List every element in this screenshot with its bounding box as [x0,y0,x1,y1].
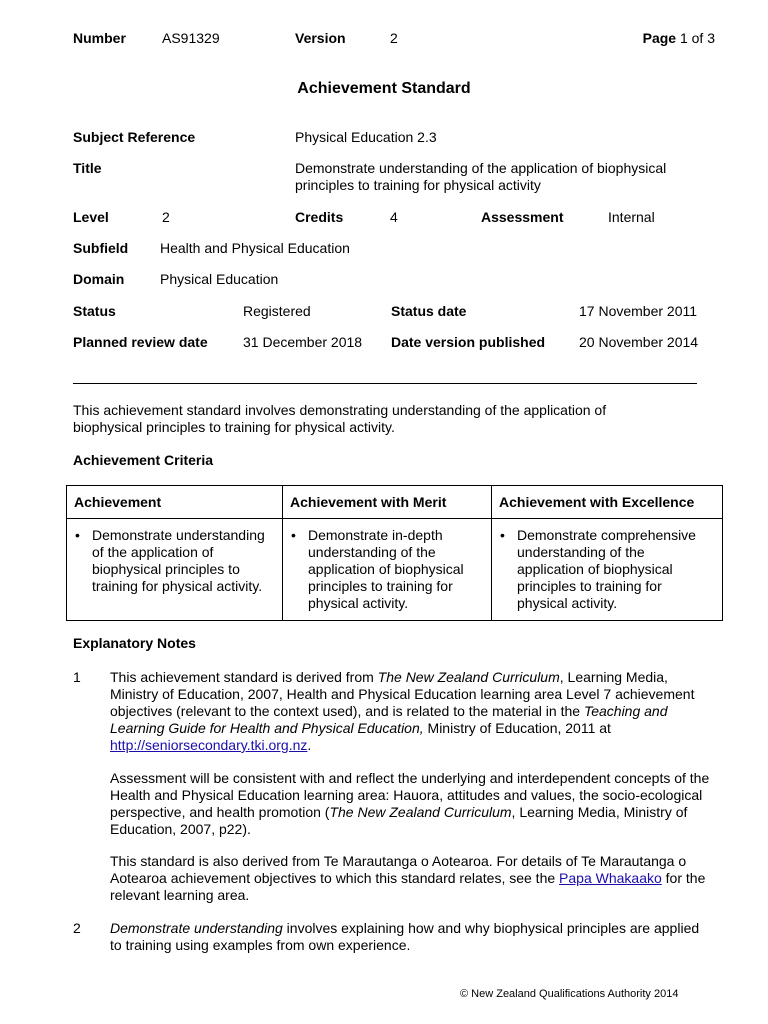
criteria-row [67,519,723,621]
domain-label: Domain [73,271,125,287]
version-value: 2 [390,30,398,46]
column-header-achievement: Achievement [67,486,283,519]
bullet-icon: • [500,527,505,543]
note-text: . [307,737,312,753]
credits-label: Credits [295,209,344,225]
page-indicator [643,30,715,47]
bullet-icon: • [75,527,80,543]
intro-line2: biophysical principles to training for physical activity. [73,419,395,435]
subfield-label: Subfield [73,240,129,256]
subject-reference-value: Physical Education 2.3 [295,129,437,145]
page-value: 1 of 3 [679,30,715,46]
subfield-value: Health and Physical Education [160,240,350,256]
page-label: Page [642,30,677,46]
criteria-cell-excellence [492,519,723,621]
criteria-cell-merit [283,519,492,621]
note-text: Ministry of Education, 2011 at [423,720,611,736]
status-label: Status [73,303,116,319]
criteria-table [66,485,723,621]
note-text-italic: Teaching and Learning Guide for Health and Physical Education, [110,703,668,736]
status-value: Registered [243,303,311,319]
criteria-header-row [67,486,723,519]
status-date-label: Status date [391,303,467,319]
title-label: Title [73,160,102,176]
criteria-heading: Achievement Criteria [73,452,214,468]
note-text-italic: Demonstrate understanding [110,920,283,936]
criteria-text: Demonstrate in-depth understanding of the application of biophysical principles to training for physical activity. [308,527,464,611]
bullet-icon: • [291,527,296,543]
domain-value: Physical Education [160,271,279,287]
copyright-footer: © New Zealand Qualifications Authority 2014 [460,988,679,1000]
number-value: AS91329 [162,30,220,46]
level-label: Level [73,209,109,225]
note-text-italic: The New Zealand Curriculum [377,669,560,685]
intro-line1: This achievement standard involves demonstrating understanding of the application of [73,402,607,418]
criteria-cell-achievement [67,519,283,621]
page-title: Achievement Standard [297,80,471,97]
notes-heading: Explanatory Notes [73,635,196,651]
status-date-value: 17 November 2011 [579,303,698,319]
note-text: Assessment will be consistent with and reflect the underlying and interdependent concepts of the Health and Physical Education learning area: Hauora, attitudes and values, the socio-ecological perspective, and health promotion ( [110,770,710,820]
planned-review-value: 31 December 2018 [243,334,363,350]
title-value-line2: principles to training for physical activity [295,177,541,193]
assessment-value: Internal [608,209,655,225]
note-text: This standard is also derived from Te Marautanga o Aotearoa. For details of Te Marautanga o Aotearoa achievement objectives to which this standard relates, see the [110,853,687,886]
note-text: This achievement standard is derived from [110,669,378,685]
note-text: , Learning Media, Ministry of Education, 2007, Health and Physical Education learning area Level 7 achievement objectives (relevant to the context used), and is related to the material in the [110,669,695,719]
note-1-paragraph [110,669,710,754]
note-1-marautanga-paragraph [110,853,710,904]
divider [73,383,697,384]
note-text: , Learning Media, Ministry of Education, 2007, p22). [110,804,688,837]
number-label: Number [73,30,126,46]
planned-review-label: Planned review date [73,334,208,350]
column-header-excellence: Achievement with Excellence [492,486,723,519]
criteria-text: Demonstrate understanding of the application of biophysical principles to training for physical activity. [92,527,265,594]
note-number-1: 1 [73,669,81,685]
column-header-merit: Achievement with Merit [283,486,492,519]
note-text: for the relevant learning area. [110,870,706,903]
note-2-paragraph [110,920,710,954]
version-label: Version [295,30,346,46]
note-text-italic: The New Zealand Curriculum [329,804,512,820]
date-published-value: 20 November 2014 [579,334,699,350]
level-value: 2 [162,209,170,225]
note-1-assessment-paragraph [110,770,710,838]
note-text: involves explaining how and why biophysical principles are applied to training using examples from own experience. [110,920,700,953]
assessment-label: Assessment [481,209,564,225]
note-number-2: 2 [73,920,81,936]
subject-reference-label: Subject Reference [73,129,196,145]
tki-link[interactable]: http://seniorsecondary.tki.org.nz [110,737,308,753]
date-published-label: Date version published [391,334,546,350]
credits-value: 4 [390,209,398,225]
criteria-text: Demonstrate comprehensive understanding of the application of biophysical principles to training for physical activity. [517,527,696,611]
title-value-line1: Demonstrate understanding of the application of biophysical [295,160,667,176]
papa-whakaako-link[interactable]: Papa Whakaako [559,870,662,886]
